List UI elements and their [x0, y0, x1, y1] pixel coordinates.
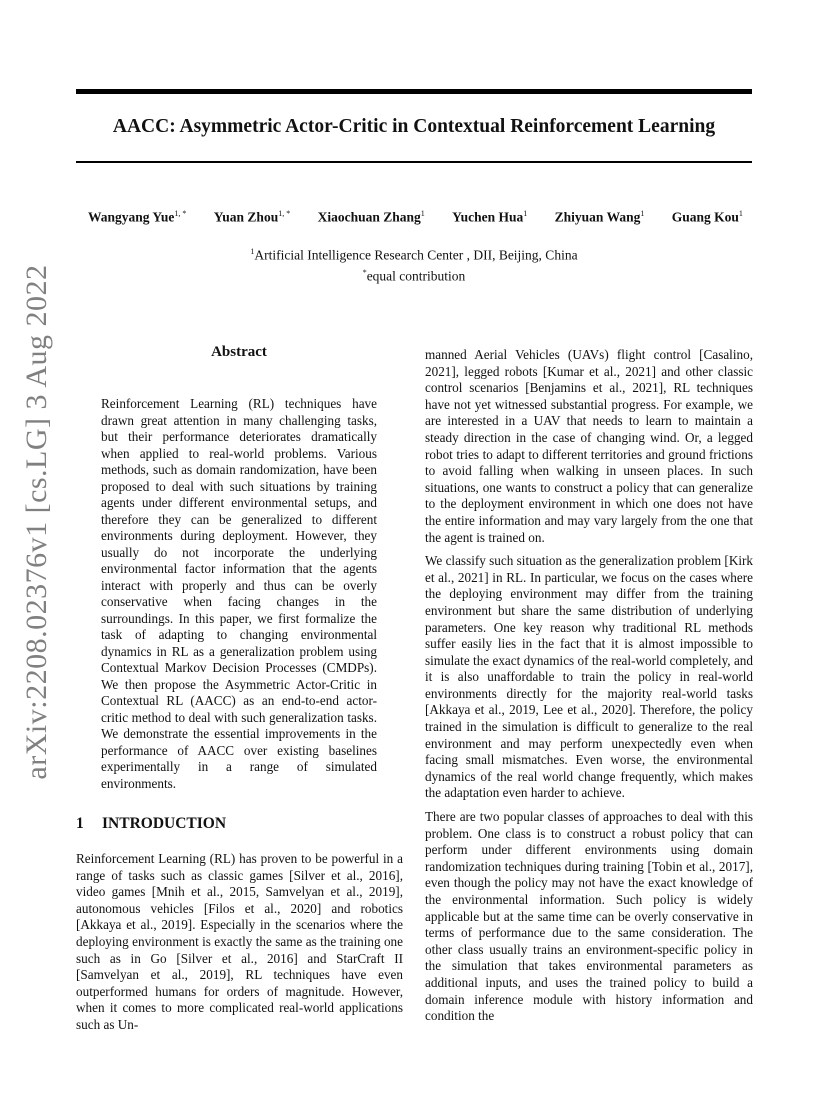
section-title: INTRODUCTION	[102, 815, 227, 832]
paragraph: There are two popular classes of approaches to deal with this problem. One class is to construct a robust policy that can perform under different environments using domain randomization techniques during training [Tobin et al., 2017], even though the policy may not have the exact knowledge of the environmental information. Such policy is widely applicable but at the same time can be overly conservative in terms of performance due to the same consideration. The other class usually trains an environment-specific policy in the simulation that takes environmental parameters as additional inputs, and uses the trained policy to build a domain inference module with history information and condition the	[425, 809, 753, 1024]
section-number: 1	[76, 815, 84, 832]
abstract-heading: Abstract	[211, 344, 267, 360]
paragraph: Reinforcement Learning (RL) has proven to be powerful in a range of tasks such as classic games [Silver et al., 2016], video games [Mnih et al., 2015, Samvelyan et al., 2019], autonomous vehicles [Filos et al., 2020] and robotics [Akkaya et al., 2019]. Especially in the scenarios where the deploying environment is exactly the same as the training one such as in Go [Silver et al., 2016] and StarCraft II [Samvelyan et al., 2019], RL techniques have even outperformed humans for orders of magnitude. However, when it comes to more complicated real-world applications such as Un-	[76, 851, 403, 1032]
paper-title: AACC: Asymmetric Actor-Critic in Contextual Reinforcement Learning	[112, 116, 716, 137]
left-column-body	[76, 851, 403, 1034]
equal-contribution-note: *equal contribution	[362, 267, 466, 283]
affiliation: $^1$Artificial Intelligence Research Center , DII, Beijing, China	[250, 247, 578, 263]
section-heading	[76, 815, 406, 833]
right-column-body	[425, 347, 753, 1032]
author: Xiaochuan Zhang$^1$	[317, 209, 425, 225]
author: Yuchen Hua$^1$	[452, 209, 528, 225]
paragraph: manned Aerial Vehicles (UAVs) flight control [Casalino, 2021], legged robots [Kumar et al., 2021] and other classic control scenarios [Benjamins et al., 2021], RL techniques have not yet witnessed substantial progress. For example, we are interested in a UAV that needs to learn to maintain a steady direction in the case of changing wind. Or, a legged robot tries to adapt to different territories and ground frictions to avoid falling when walking in unseen places. In such situations, one wants to construct a policy that can generalize to the deployment environment in which one does not have the entire information and may vary largely from the one that the agent is trained on.	[425, 347, 753, 545]
author-list	[76, 209, 752, 226]
author: Wangyang Yue$^{1, *}$	[88, 209, 187, 225]
title-rule-top	[76, 89, 752, 94]
author: Yuan Zhou$^{1, *}$	[213, 209, 291, 225]
arxiv-identifier-stamp: arXiv:2208.02376v1 [cs.LG] 3 Aug 2022	[20, 264, 53, 780]
abstract-text: Reinforcement Learning (RL) techniques have drawn great attention in many challenging tasks, but their performance deteriorates dramatically when applied to real-world problems. Various methods, such as domain randomization, have been proposed to deal with such situations by training agents under different environmental setups, and therefore they can be generalized to different environments during deployment. However, they usually do not incorporate the underlying environmental factor information that the agents interact with properly and thus can be overly conservative when facing changes in the surroundings. In this paper, we first formalize the task of adapting to changing environmental dynamics in RL as a generalization problem using Contextual Markov Decision Processes (CMDPs). We then propose the Asymmetric Actor-Critic in Contextual RL (AACC) as an end-to-end actor-critic method to deal with such generalization tasks. We demonstrate the essential improvements in the performance of AACC over existing baselines experimentally in a range of simulated environments.	[101, 396, 377, 791]
paragraph: We classify such situation as the generalization problem [Kirk et al., 2021] in RL. In particular, we focus on the cases where the deploying environment may differ from the training environment but share the same distribution of underlying parameters. One key reason why traditional RL methods suffer easily lies in the fact that it is almost impossible to simulate the exact dynamics of the real-world completely, and it is also unaffordable to train the policy in real-world environments directly for the majority real-world tasks [Akkaya et al., 2019, Lee et al., 2020]. Therefore, the policy trained in the simulation is difficult to generalize to the real environment and may perform unexpectedly even when facing small mismatches. Even worse, the environmental dynamics of the real world change frequently, which makes the adaptation even harder to achieve.	[425, 553, 753, 801]
author: Zhiyuan Wang$^1$	[554, 209, 645, 225]
title-rule-bottom	[76, 161, 752, 163]
author: Guang Kou$^1$	[671, 209, 743, 225]
affiliation-block	[76, 243, 752, 284]
